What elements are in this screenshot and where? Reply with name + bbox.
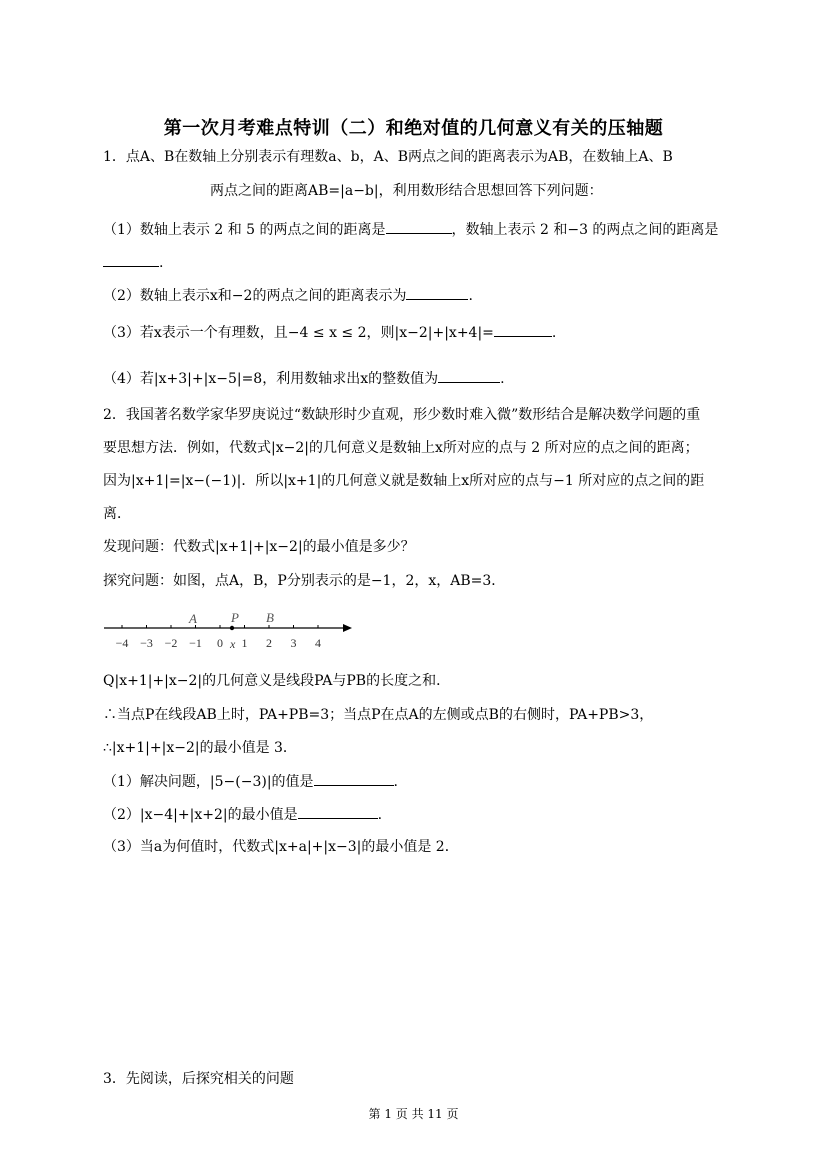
q1-part3-end: . xyxy=(551,325,557,341)
q1-part1-blank-2[interactable] xyxy=(103,252,159,267)
q1-part3-text: （3）若x表示一个有理数，且−4 ≤ x ≤ 2，则|x−2|+|x+4|= xyxy=(103,325,494,341)
number-line-tick-label: 0 xyxy=(217,636,223,650)
q1-line2: 两点之间的距离AB=|a−b|，利用数形结合思想回答下列问题： xyxy=(210,183,603,199)
q2-discover: 发现问题：代数式|x+1|+|x−2|的最小值是多少？ xyxy=(103,539,415,555)
q1-line1: 1．点A、B在数轴上分别表示有理数a、b，A、B两点之间的距离表示为AB，在数轴上A、B xyxy=(103,149,673,165)
q3-line1: 3．先阅读，后探究相关的问题 xyxy=(103,1071,294,1087)
q1-part4-blank[interactable] xyxy=(438,368,500,383)
q1-part3-blank[interactable] xyxy=(494,322,552,337)
q1-part1 xyxy=(103,219,718,240)
q1-part1-blank-1[interactable] xyxy=(386,219,452,234)
point-x-label: x xyxy=(230,637,236,651)
q1-part2-blank[interactable] xyxy=(406,285,468,300)
q1-part3 xyxy=(103,322,556,343)
point-P-label: P xyxy=(231,610,239,625)
q2-line4: 离． xyxy=(103,506,131,522)
number-line-tick-label: 4 xyxy=(315,636,321,650)
q2-explore: 探究问题：如图，点A，B，P分别表示的是−1，2，x，AB=3． xyxy=(103,573,506,589)
q2-sub1-end: . xyxy=(393,774,398,790)
number-line-tick-label: 2 xyxy=(266,636,272,650)
q1-part2-end: . xyxy=(468,288,473,304)
page-title: 第一次月考难点特训（二）和绝对值的几何意义有关的压轴题 xyxy=(163,118,664,139)
q1-part4 xyxy=(103,368,505,389)
q2-sub1 xyxy=(103,771,398,792)
number-line-arrow xyxy=(343,624,352,632)
q1-part1-text-a: （1）数轴上表示 2 和 5 的两点之间的距离是 xyxy=(103,222,386,238)
point-B-label: B xyxy=(266,610,274,625)
number-line-tick-label: −2 xyxy=(164,636,178,650)
q2-therefore-1: ∴当点P在线段AB上时，PA+PB=3；当点P在点A的左侧或点B的右侧时，PA+PB>3， xyxy=(103,707,654,723)
q2-sub1-blank[interactable] xyxy=(314,771,394,786)
number-line-tick-label: −1 xyxy=(189,636,202,650)
point-P-dot xyxy=(230,626,234,630)
page-footer: 第 1 页 共 11 页 xyxy=(368,1107,459,1121)
q2-line2: 要思想方法．例如，代数式|x−2|的几何意义是数轴上x所对应的点与 2 所对应的点之间的距离； xyxy=(103,440,699,456)
q1-part1-text-c: . xyxy=(159,255,164,271)
number-line-figure xyxy=(100,604,360,652)
number-line-tick-label: −3 xyxy=(140,636,153,650)
q2-sub1-text: （1）解决问题，|5−(−3)|的值是 xyxy=(103,774,314,790)
q2-sub2-text: （2）|x−4|+|x+2|的最小值是 xyxy=(103,807,298,823)
q2-sub3: （3）当a为何值时，代数式|x+a|+|x−3|的最小值是 2． xyxy=(103,839,459,855)
q2-sub2 xyxy=(103,804,382,825)
q2-sub2-blank[interactable] xyxy=(298,804,378,819)
number-line-tick-label: 1 xyxy=(241,636,248,650)
q1-part4-end: . xyxy=(500,371,505,387)
q1-part1-cont xyxy=(103,252,163,273)
q2-because: Q|x+1|+|x−2|的几何意义是线段PA与PB的长度之和． xyxy=(103,673,451,689)
q2-therefore-2: ∴|x+1|+|x−2|的最小值是 3． xyxy=(103,740,297,756)
number-line-tick-labels xyxy=(116,636,321,650)
q1-part1-text-b: ，数轴上表示 2 和−3 的两点之间的距离是 xyxy=(451,222,719,238)
q1-part4-text: （4）若|x+3|+|x−5|=8，利用数轴求出x的整数值为 xyxy=(103,371,439,387)
point-A-label: A xyxy=(189,611,197,626)
q2-line3: 因为|x+1|=|x−(−1)|．所以|x+1|的几何意义就是数轴上x所对应的点与−1 所对应的点之间的距 xyxy=(103,473,705,489)
q1-part2-text: （2）数轴上表示x和−2的两点之间的距离表示为 xyxy=(103,288,407,304)
q2-line1: 2．我国著名数学家华罗庚说过“数缺形时少直观，形少数时难入微”数形结合是解决数学问题的重 xyxy=(103,407,701,423)
q1-part2 xyxy=(103,285,473,306)
q2-sub2-end: . xyxy=(377,807,383,823)
number-line-tick-label: 3 xyxy=(290,636,297,650)
number-line-tick-label: −4 xyxy=(115,636,129,650)
